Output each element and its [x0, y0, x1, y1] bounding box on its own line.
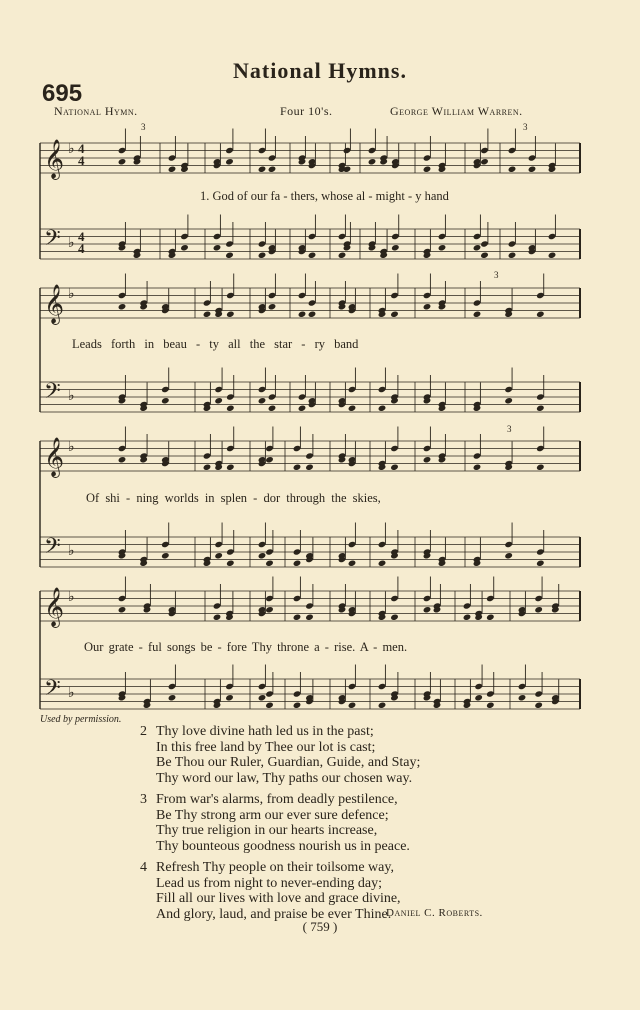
- key-signature-flat: ♭: [68, 590, 75, 605]
- verse-line: And glory, laud, and praise be ever Thine.: [156, 906, 392, 922]
- hymn-number: 695: [42, 80, 83, 107]
- triplet-mark: 3: [507, 424, 512, 434]
- notehead: [298, 405, 307, 412]
- notehead: [508, 252, 517, 259]
- notehead: [338, 252, 347, 259]
- author: Daniel C. Roberts.: [386, 907, 483, 919]
- notehead: [168, 694, 177, 701]
- notehead: [536, 311, 545, 318]
- verse-3: [140, 792, 420, 854]
- key-signature-flat: ♭: [68, 544, 75, 559]
- notehead: [268, 405, 277, 412]
- lyrics-line-4: Our grate - ful songs be - fore Thy throne a - rise. A - men.: [84, 640, 408, 654]
- key-signature-flat: ♭: [68, 236, 75, 251]
- notehead: [534, 702, 543, 709]
- time-sig-treble-bottom: 4: [78, 153, 85, 168]
- notehead: [378, 702, 387, 709]
- verse-line: Thy love divine hath led us in the past;: [156, 724, 374, 739]
- notehead: [486, 702, 495, 709]
- notehead: [214, 397, 223, 404]
- notehead: [518, 694, 527, 701]
- notehead: [265, 606, 274, 613]
- notehead: [486, 614, 495, 621]
- notehead: [390, 464, 399, 471]
- notehead: [298, 311, 307, 318]
- notehead: [423, 303, 432, 310]
- notehead: [504, 397, 513, 404]
- notehead: [390, 311, 399, 318]
- notehead: [305, 614, 314, 621]
- verse-line: From war's alarms, from deadly pestilence,: [156, 792, 398, 807]
- key-signature-flat: ♭: [68, 287, 75, 302]
- notehead: [258, 397, 267, 404]
- permission-note: Used by permission.: [40, 714, 122, 725]
- notehead: [118, 303, 127, 310]
- treble-clef: 𝄞: [44, 439, 65, 476]
- notehead: [423, 456, 432, 463]
- notehead: [258, 552, 267, 559]
- notehead: [423, 606, 432, 613]
- time-sig-bass-bottom: 4: [78, 241, 85, 256]
- notehead: [508, 166, 517, 173]
- notehead: [480, 158, 489, 165]
- verse-line: Refresh Thy people on their toilsome way,: [156, 860, 394, 875]
- verse-line: Thy true religion in our hearts increase,: [156, 823, 378, 838]
- notehead: [548, 252, 557, 259]
- notehead: [390, 614, 399, 621]
- notehead: [305, 464, 314, 471]
- notehead: [536, 560, 545, 567]
- notehead: [348, 560, 357, 567]
- bass-clef: 𝄢: [44, 379, 61, 408]
- notehead: [536, 464, 545, 471]
- notehead: [308, 311, 317, 318]
- triplet-mark: 3: [494, 270, 499, 280]
- notehead: [118, 456, 127, 463]
- triplet-mark: 3: [523, 122, 528, 132]
- notehead: [226, 405, 235, 412]
- treble-clef: 𝄞: [44, 141, 65, 178]
- notehead: [534, 606, 543, 613]
- notehead: [258, 252, 267, 259]
- notehead: [293, 560, 302, 567]
- bass-clef: 𝄢: [44, 226, 61, 255]
- notehead: [536, 405, 545, 412]
- treble-clef: 𝄞: [44, 589, 65, 626]
- composer: George William Warren.: [390, 104, 523, 118]
- notehead: [348, 702, 357, 709]
- notehead: [423, 166, 432, 173]
- verse-line: Be Thy strong arm our ever sure defence;: [156, 807, 389, 823]
- notehead: [161, 397, 170, 404]
- notehead: [268, 303, 277, 310]
- verse-number: 2: [140, 724, 147, 739]
- notehead: [378, 405, 387, 412]
- notehead: [258, 694, 267, 701]
- notehead: [214, 552, 223, 559]
- page-number: ( 759 ): [302, 919, 338, 934]
- notehead: [180, 244, 189, 251]
- notehead: [528, 166, 537, 173]
- notehead: [504, 552, 513, 559]
- lyrics-line-3: Of shi - ning worlds in splen - dor through the skies,: [86, 491, 381, 505]
- lyrics-line-2: Leads forth in beau - ty all the star - ry band: [72, 337, 359, 351]
- verse-2: [140, 724, 420, 786]
- notehead: [213, 244, 222, 251]
- key-signature-flat: ♭: [68, 440, 75, 455]
- verse-line: Fill all our lives with love and grace divine,: [156, 891, 401, 906]
- notehead: [293, 702, 302, 709]
- notehead: [293, 464, 302, 471]
- notehead: [213, 614, 222, 621]
- notehead: [225, 694, 234, 701]
- verse-number: 4: [140, 860, 147, 875]
- verse-line: Be Thou our Ruler, Guardian, Guide, and Stay;: [156, 755, 421, 770]
- notehead: [226, 464, 235, 471]
- bass-clef: 𝄢: [44, 676, 61, 705]
- key-signature-flat: ♭: [68, 142, 75, 157]
- key-signature-flat: ♭: [68, 389, 75, 404]
- verse-line: In this free land by Thee our lot is cast;: [156, 739, 376, 755]
- page-title: National Hymns.: [233, 58, 407, 83]
- notehead: [474, 694, 483, 701]
- notehead: [265, 560, 274, 567]
- notehead: [308, 252, 317, 259]
- notehead: [463, 614, 472, 621]
- verse-4: [140, 860, 420, 922]
- time-sig-bass-top: 4: [78, 229, 85, 244]
- notehead: [225, 158, 234, 165]
- notehead: [368, 158, 377, 165]
- notehead: [473, 244, 482, 251]
- tune-name: National Hymn.: [54, 104, 138, 118]
- notehead: [268, 166, 277, 173]
- notehead: [265, 702, 274, 709]
- notehead: [348, 405, 357, 412]
- notehead: [378, 560, 387, 567]
- meter: Four 10's.: [280, 104, 333, 118]
- notehead: [438, 244, 447, 251]
- treble-clef: 𝄞: [44, 286, 65, 323]
- key-signature-flat: ♭: [68, 686, 75, 701]
- notehead: [480, 252, 489, 259]
- notehead: [265, 456, 274, 463]
- time-sig-treble-top: 4: [78, 141, 85, 156]
- verse-line: Lead us from night to never-ending day;: [156, 875, 382, 891]
- notehead: [293, 614, 302, 621]
- notehead: [118, 606, 127, 613]
- verse-line: Thy bounteous goodness nourish us in peace.: [156, 838, 410, 854]
- notehead: [473, 311, 482, 318]
- notehead: [473, 464, 482, 471]
- notehead: [258, 166, 267, 173]
- lyrics-line-1: 1. God of our fa - thers, whose al - might - y hand: [200, 189, 449, 203]
- triplet-mark: 3: [141, 122, 146, 132]
- notehead: [225, 252, 234, 259]
- notehead: [118, 158, 127, 165]
- notehead: [203, 464, 212, 471]
- bass-clef: 𝄢: [44, 534, 61, 563]
- notehead: [226, 311, 235, 318]
- verses: [140, 724, 420, 928]
- verse-line: Thy word our law, Thy paths our chosen way.: [156, 770, 413, 786]
- notehead: [226, 560, 235, 567]
- notehead: [391, 244, 400, 251]
- notehead: [161, 552, 170, 559]
- notehead: [168, 166, 177, 173]
- verse-number: 3: [140, 792, 147, 807]
- notehead: [203, 311, 212, 318]
